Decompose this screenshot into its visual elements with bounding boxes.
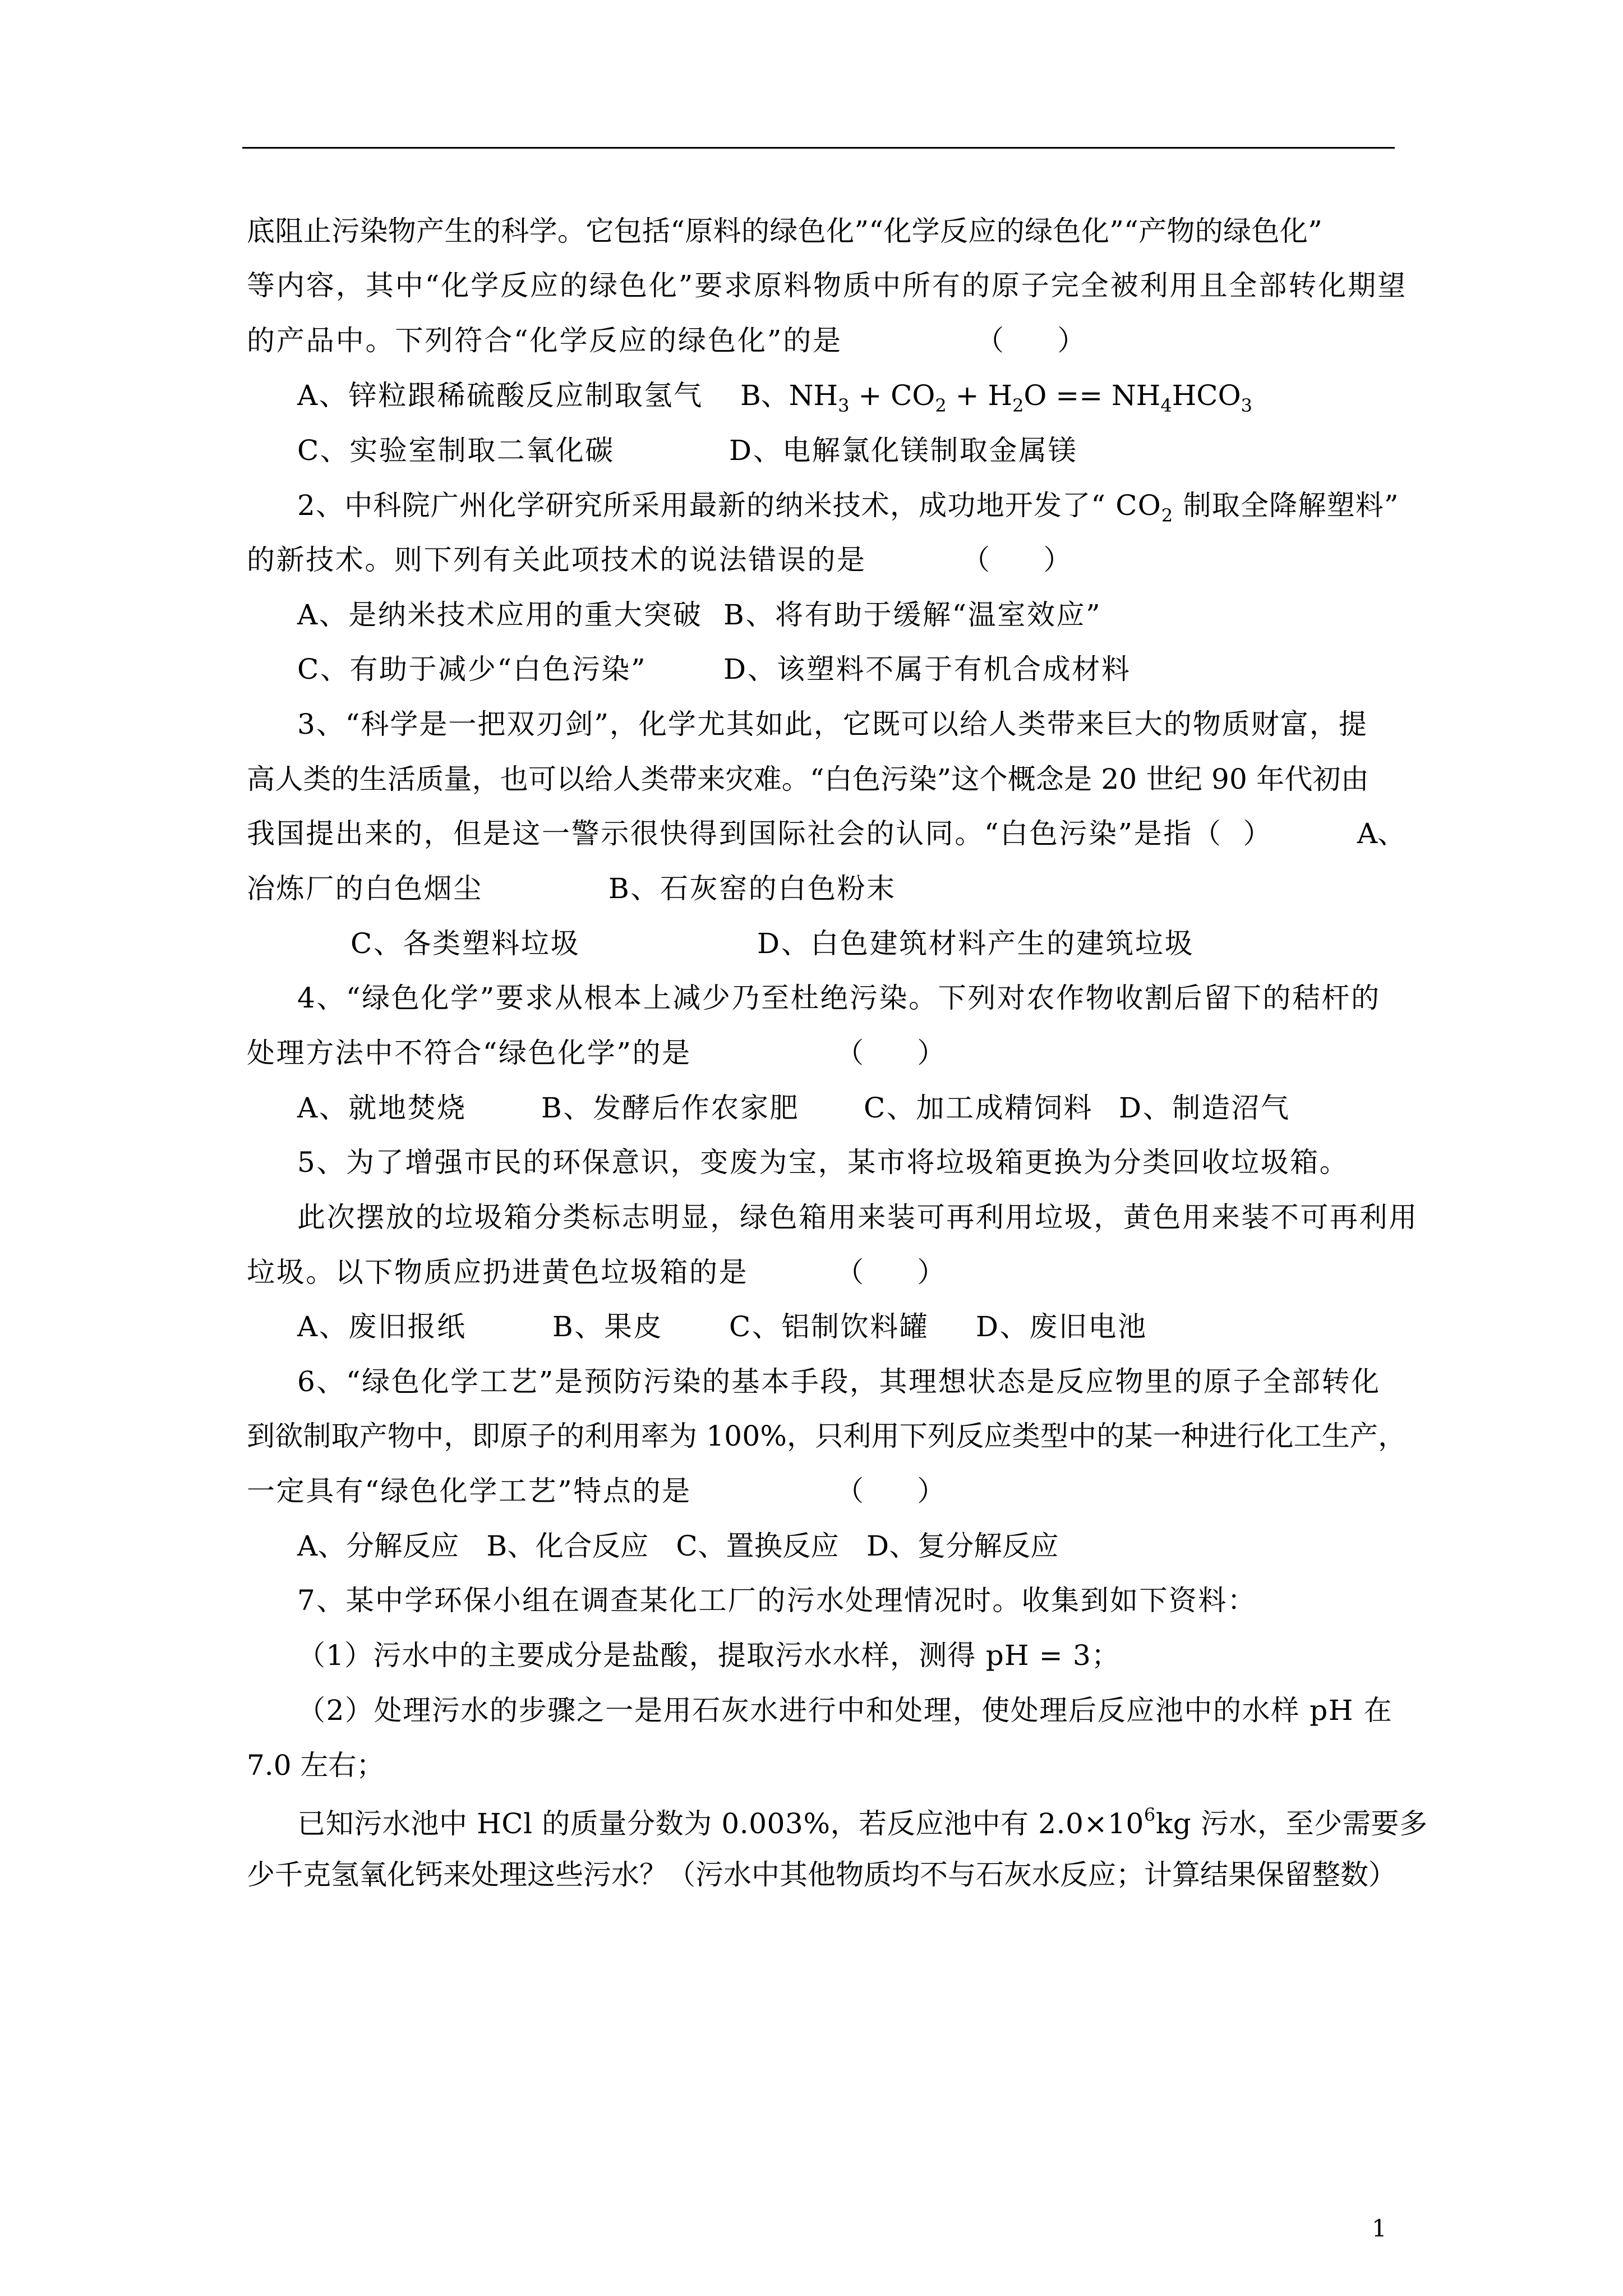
q2-option-a: A、是纳米技术应用的重大突破 (297, 599, 703, 631)
q5-option-c: C、铝制饮料罐 (729, 1310, 929, 1343)
q5-stem-line-1: 5、为了增强市民的环保意识，变废为宝，某市将垃圾箱更换为分类回收垃圾箱。 (297, 1146, 1349, 1179)
q5-stem-line-3: 垃圾。以下物质应扔进黄色垃圾箱的是 (247, 1256, 749, 1289)
q1-option-d: D、电解氯化镁制取金属镁 (729, 434, 1078, 467)
q3-stem-line-2: 高人类的生活质量，也可以给人类带来灾难。“白色污染”这个概念是 20 世纪 90 年代初由 (247, 763, 1369, 795)
q4-stem-line-2: 处理方法中不符合“绿色化学”的是 (247, 1037, 691, 1069)
q3-option-a: 冶炼厂的白色烟尘 (247, 872, 483, 905)
q6-options: A、分解反应 B、化合反应 C、置换反应 D、复分解反应 (297, 1530, 1059, 1562)
q1-option-a: A、锌粒跟稀硫酸反应制取氢气 (297, 379, 703, 412)
page-number: 1 (1372, 2215, 1387, 2242)
q4-option-b: B、发酵后作农家肥 (541, 1092, 800, 1124)
intro-line-3: 的产品中。下列符合“化学反应的绿色化”的是 (247, 324, 843, 357)
answer-blank: （ ） (962, 544, 1072, 576)
q6-stem-line-3: 一定具有“绿色化学工艺”特点的是 (247, 1475, 691, 1507)
answer-blank: （ ） (836, 1037, 946, 1069)
q2-option-d: D、该塑料不属于有机合成材料 (723, 653, 1131, 685)
q4-option-d: D、制造沼气 (1119, 1092, 1290, 1124)
q3-option-c: C、各类塑料垃圾 (351, 927, 580, 960)
q4-option-a: A、就地焚烧 (297, 1092, 467, 1124)
q1-option-b: B、$NH_3 + CO_2 + H_2O == NH_4HCO_3$ (740, 379, 1252, 416)
q3-option-d: D、白色建筑材料产生的建筑垃圾 (757, 927, 1195, 960)
answer-blank: （ ） (836, 1475, 946, 1507)
intro-line-2: 等内容，其中“化学反应的绿色化”要求原料物质中所有的原子完全被利用且全部转化期望 (247, 269, 1408, 302)
answer-blank: （ ） (836, 1256, 946, 1289)
q4-option-c: C、加工成精饲料 (864, 1092, 1094, 1124)
q7-stem-line-2: 已知污水池中 HCl 的质量分数为 0.003%，若反应池中有 $2.0\times 10^6kg$ 污水，至少需要多 (297, 1804, 1428, 1840)
intro-line-1: 底阻止污染物产生的科学。它包括“原料的绿色化”“化学反应的绿色化”“产物的绿色化” (247, 215, 1323, 247)
q5-option-d: D、废旧电池 (976, 1310, 1147, 1343)
q5-stem-line-2: 此次摆放的垃圾箱分类标志明显，绿色箱用来装可再利用垃圾，黄色用来装不可再利用 (297, 1201, 1418, 1234)
q1-option-c: C、实验室制取二氧化碳 (297, 434, 615, 467)
q7-stem-line-3: 少千克氢氧化钙来处理这些污水？（污水中其他物质均不与石灰水反应；计算结果保留整数） (247, 1858, 1396, 1891)
q4-stem-line-1: 4、“绿色化学”要求从根本上减少乃至杜绝污染。下列对农作物收割后留下的秸杆的 (297, 982, 1381, 1014)
q2-option-b: B、将有助于缓解“温室效应” (723, 599, 1102, 631)
q6-stem-line-1: 6、“绿色化学工艺”是预防污染的基本手段，其理想状态是反应物里的原子全部转化 (297, 1365, 1381, 1398)
q7-item-1: （1）污水中的主要成分是盐酸，提取污水水样，测得 pH = 3； (297, 1639, 1121, 1672)
answer-blank: （ ） (976, 324, 1086, 357)
q7-item-2: （2）处理污水的步骤之一是用石灰水进行中和处理，使处理后反应池中的水样 pH 在 (297, 1694, 1393, 1727)
q2-stem-line-2: 的新技术。则下列有关此项技术的说法错误的是 (247, 544, 866, 576)
q2-option-c: C、有助于减少“白色污染” (297, 653, 647, 685)
q3-option-a-label: A、 (1357, 817, 1406, 850)
header-rule (242, 147, 1395, 149)
q5-option-b: B、果皮 (552, 1310, 663, 1343)
q6-stem-line-2: 到欲制取产物中，即原子的利用率为 100%，只利用下列反应类型中的某一种进行化工生产， (247, 1420, 1407, 1452)
q3-stem-line-1: 3、“科学是一把双刃剑”，化学尤其如此，它既可以给人类带来巨大的物质财富，提 (297, 708, 1368, 740)
q5-option-a: A、废旧报纸 (297, 1310, 467, 1343)
q7-item-2-continued: 7.0 左右； (247, 1749, 385, 1782)
q3-stem-line-3: 我国提出来的，但是这一警示很快得到国际社会的认同。“白色污染”是指（ ） (247, 817, 1273, 850)
q7-stem-line-1: 7、某中学环保小组在调查某化工厂的污水处理情况时。收集到如下资料： (297, 1584, 1257, 1617)
q3-option-b: B、石灰窑的白色粉末 (608, 872, 896, 905)
q2-stem-line-1: 2、中科院广州化学研究所采用最新的纳米技术，成功地开发了“ $CO_2$ 制取全降解塑料” (297, 489, 1399, 526)
